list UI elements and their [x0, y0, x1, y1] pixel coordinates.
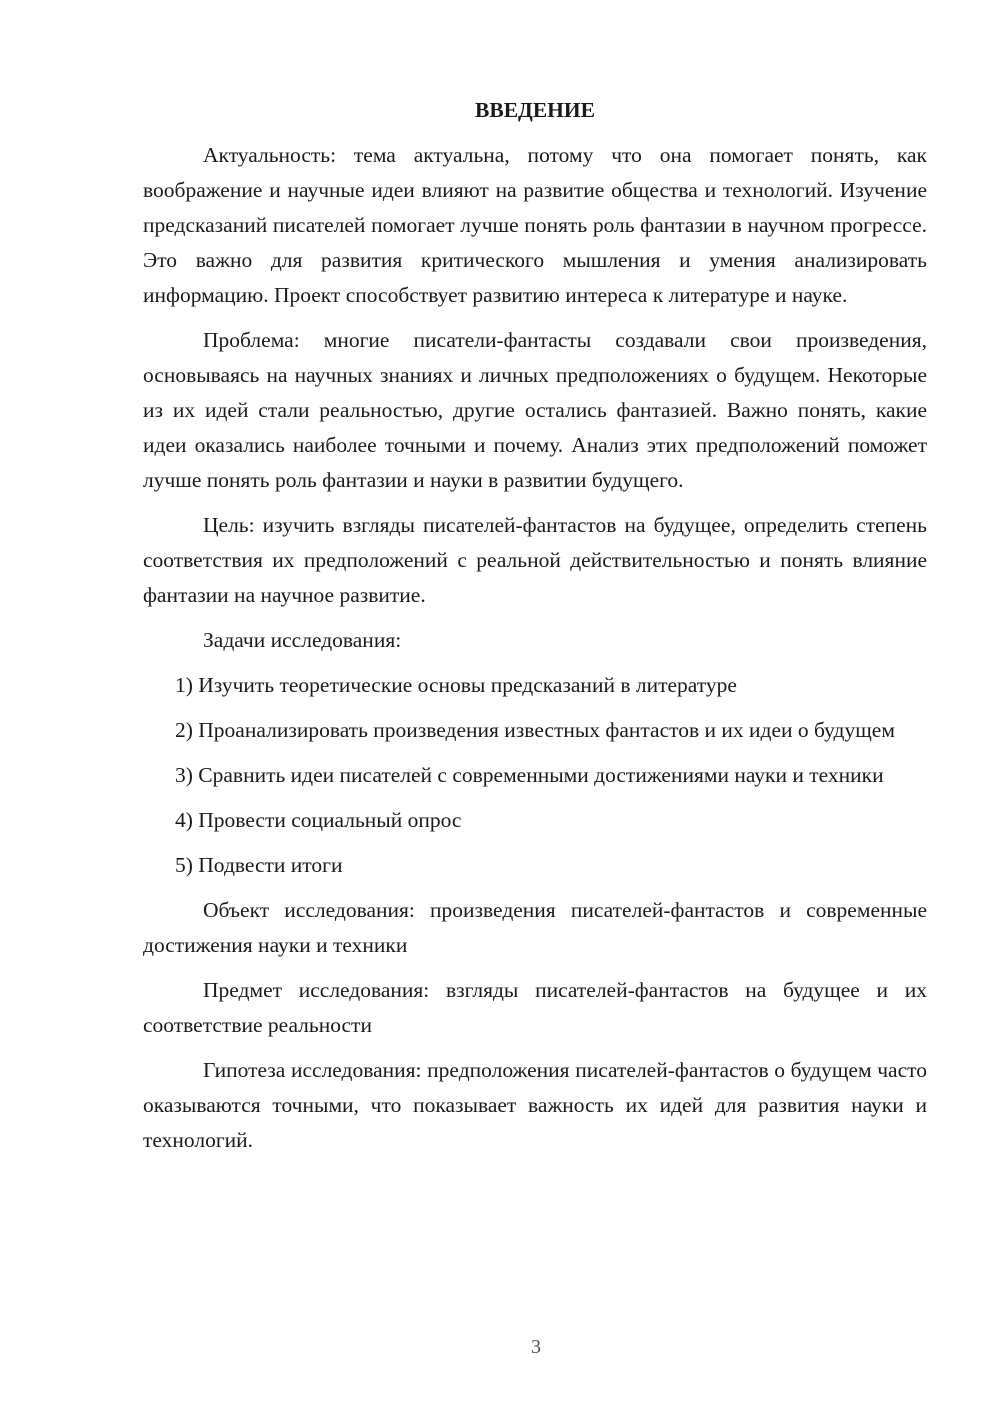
paragraph-goal: Цель: изучить взгляды писателей-фантастов на будущее, определить степень соответствия их предположений с реальной действительностью и понять влияние фантазии на научное развитие. — [143, 513, 927, 607]
task-item-1: 1) Изучить теоретические основы предсказаний в литературе — [175, 673, 737, 697]
paragraph-object: Объект исследования: произведения писателей-фантастов и современные достижения науки и техники — [143, 898, 927, 957]
task-item-5: 5) Подвести итоги — [175, 853, 343, 877]
page-number: 3 — [531, 1336, 541, 1358]
task-item-3: 3) Сравнить идеи писателей с современными достижениями науки и техники — [175, 763, 884, 787]
paragraph-subject: Предмет исследования: взгляды писателей-фантастов на будущее и их соответствие реальности — [143, 978, 927, 1037]
task-item-4: 4) Провести социальный опрос — [175, 808, 462, 832]
paragraph-tasks-heading: Задачи исследования: — [203, 628, 402, 652]
paragraph-hypothesis: Гипотеза исследования: предположения писателей-фантастов о будущем часто оказываются точными, что показывает важность их идей для развития науки и технологий. — [143, 1058, 927, 1152]
section-title: ВВЕДЕНИЕ — [475, 98, 595, 122]
task-item-2: 2) Проанализировать произведения известных фантастов и их идеи о будущем — [175, 718, 895, 742]
paragraph-relevance: Актуальность: тема актуальна, потому что она помогает понять, как воображение и научные идеи влияют на развитие общества и технологий. Изучение предсказаний писателей помогает лучше понять роль фантазии в научном прогрессе. Это важно для развития критического мышления и умения анализировать информацию. Проект способствует развитию интереса к литературе и науке. — [143, 143, 927, 307]
paragraph-problem: Проблема: многие писатели-фантасты создавали свои произведения, основываясь на научных знаниях и личных предположениях о будущем. Некоторые из их идей стали реальностью, другие остались фантазией. Важно понять, какие идеи оказались наиболее точными и почему. Анализ этих предположений поможет лучше понять роль фантазии и науки в развитии будущего. — [143, 328, 927, 492]
document-body — [143, 93, 927, 1168]
